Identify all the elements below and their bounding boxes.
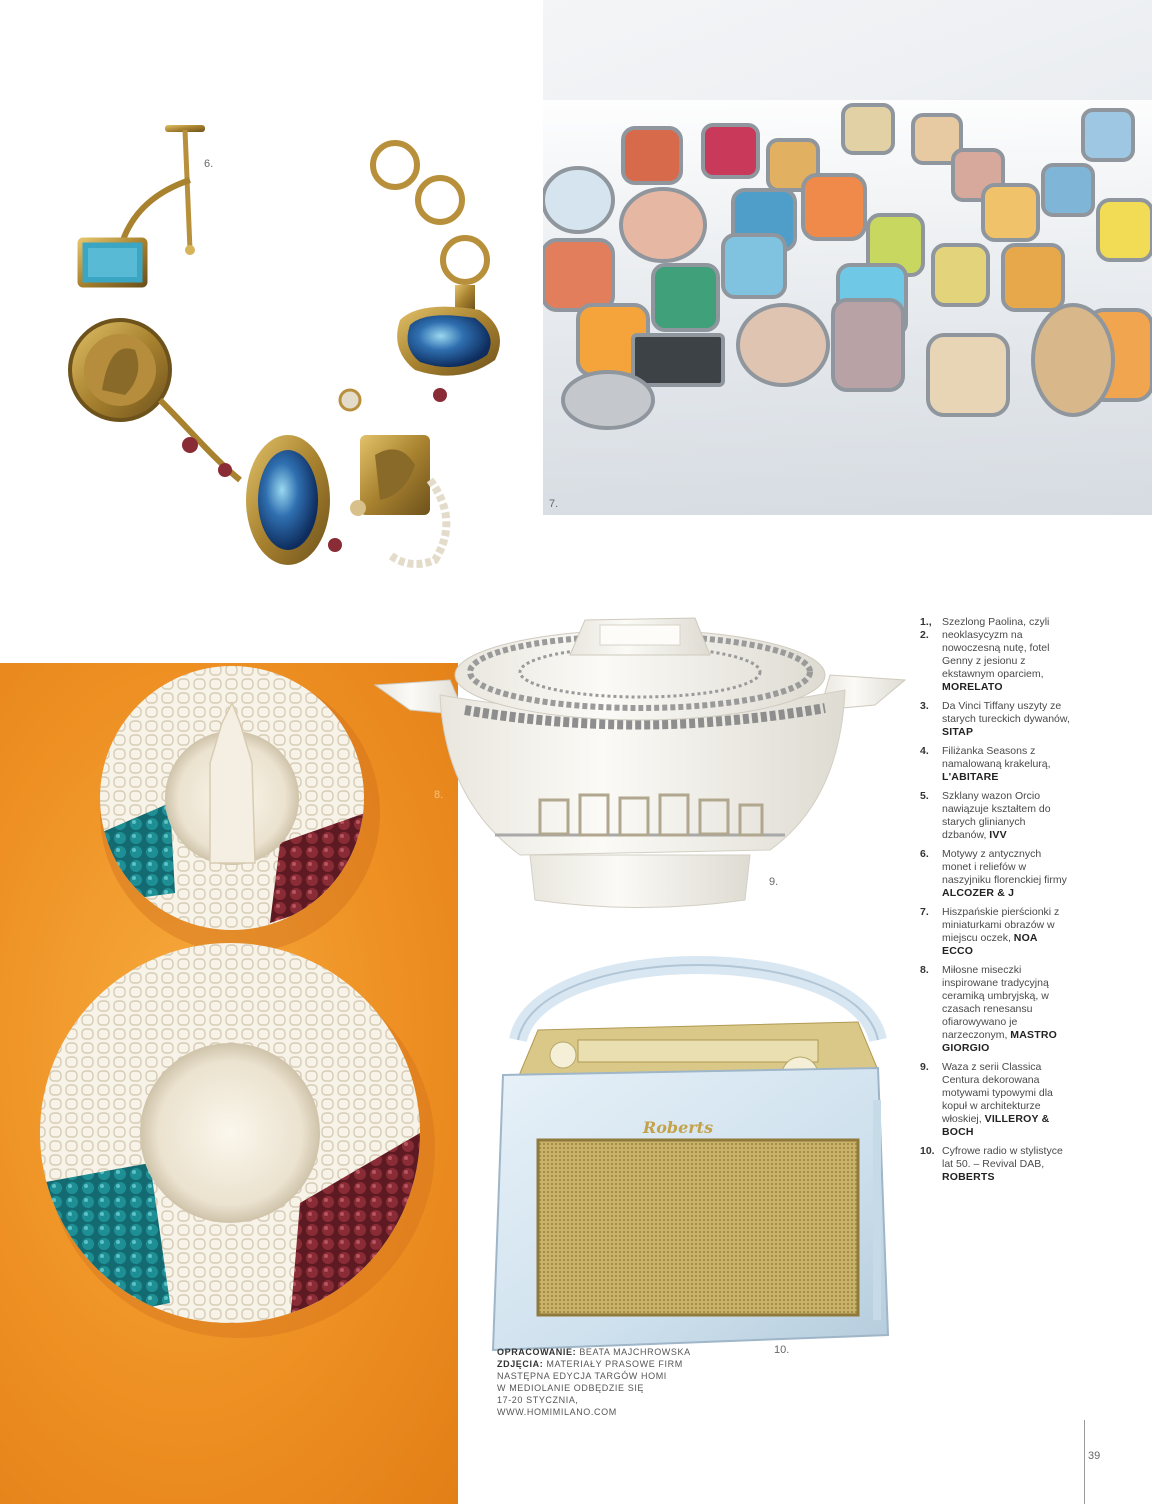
caption-number: 6. [920,848,929,860]
credits-line: WWW.HOMIMILANO.COM [497,1407,617,1417]
bracelet-image [40,100,540,590]
credits-line: W MEDIOLANIE ODBĘDZIE SIĘ [497,1383,645,1393]
rings-photo [543,0,1152,515]
page-divider-line [1084,1420,1085,1504]
figure-number-9: 9. [769,876,779,888]
credits-line [497,1346,717,1358]
caption-number: 10. [920,1145,935,1157]
caption-item [920,1061,1070,1139]
caption-item [920,745,1070,784]
caption-item [920,964,1070,1055]
credits-label: ZDJĘCIA: [497,1359,544,1369]
credits-line: NASTĘPNA EDYCJA TARGÓW HOMI [497,1371,667,1381]
credits-value: MATERIAŁY PRASOWE FIRM [546,1359,683,1369]
caption-brand: VILLEROY & BOCH [942,1113,1050,1138]
caption-item [920,906,1070,958]
credits-line: 17-20 STYCZNIA, [497,1395,579,1405]
caption-item [920,790,1070,842]
page-number: 39 [1088,1450,1101,1462]
credits-value: BEATA MAJCHROWSKA [579,1347,691,1357]
caption-text: Szklany wazon Orcio nawiązuje kształtem do starych glinianych dzbanów, [942,790,1051,841]
caption-brand: IVV [989,829,1007,841]
tureen-image [370,600,910,950]
credits-label: OPRACOWANIE: [497,1347,577,1357]
caption-item [920,848,1070,900]
caption-text: Szezlong Paolina, czyli neoklasycyzm na nowoczesną nutę, fotel Genny z jesionu z ekstawnym oparciem, [942,616,1050,680]
rings-image [543,0,1152,515]
credits-line [497,1358,717,1370]
caption-number: 1., 2. [920,616,932,641]
caption-number: 3. [920,700,929,712]
caption-brand: SITAP [942,726,974,738]
caption-number: 9. [920,1061,929,1073]
caption-item [920,1145,1070,1184]
caption-brand: NOA ECCO [942,932,1038,957]
caption-brand: MASTRO GIORGIO [942,1029,1057,1054]
captions-column [920,616,1070,1196]
caption-brand: MORELATO [942,681,1003,693]
credits-block [497,1346,717,1418]
caption-text: Miłosne miseczki inspirowane tradycyjną ceramiką umbryjską, w czasach renesansu ofiarowywano je narzeczonym, [942,964,1049,1041]
caption-brand: ALCOZER & J [942,887,1015,899]
caption-text: Hiszpańskie pierścionki z miniaturkami obrazów w miejscu oczek, [942,906,1060,944]
figure-number-10: 10. [774,1344,790,1356]
caption-text: Cyfrowe radio w stylistyce lat 50. – Revival DAB, [942,1145,1063,1170]
caption-item [920,616,1070,694]
caption-text: Motywy z antycznych monet i reliefów w naszyjniku florenckiej firmy [942,848,1067,886]
caption-item [920,700,1070,739]
caption-number: 5. [920,790,929,802]
caption-number: 4. [920,745,929,757]
radio-image [478,950,908,1360]
caption-brand: ROBERTS [942,1171,995,1183]
caption-text: Da Vinci Tiffany uszyty ze starych tureckich dywanów, [942,700,1070,725]
caption-number: 7. [920,906,929,918]
caption-text: Filiżanka Seasons z namalowaną krakelurą, [942,745,1051,770]
caption-number: 8. [920,964,929,976]
figure-number-7: 7. [549,498,559,510]
figure-number-6: 6. [204,158,214,170]
caption-brand: L'ABITARE [942,771,999,783]
caption-text: Waza z serii Classica Centura dekorowana motywami typowymi dla kopuł w architekturze włoskiej, [942,1061,1053,1125]
radio-brand-logo: Roberts [642,1118,714,1137]
figure-number-8: 8. [434,789,444,801]
